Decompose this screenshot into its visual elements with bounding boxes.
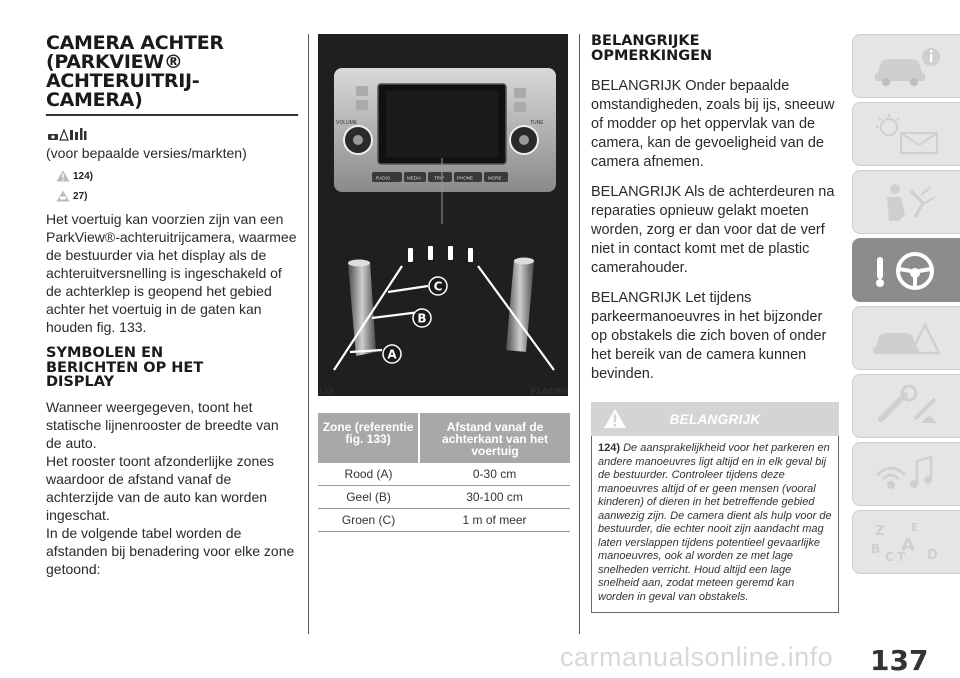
svg-text:B: B [871, 542, 881, 556]
column-left [46, 0, 298, 578]
breakdown-icon [871, 317, 943, 359]
svg-text:A: A [387, 347, 397, 362]
note-3: BELANGRIJK Let tijdens parkeermanoeuvres in het bijzonder op obstakels die zich boven of onder het bereik van de camera kunnen bevinden. [591, 290, 827, 382]
table-row: Geel (B) 30-100 cm [318, 486, 570, 509]
svg-text:A: A [901, 535, 915, 556]
trip-button-label: TRIP [434, 175, 445, 181]
tune-label: TUNE [530, 120, 544, 126]
tab-starting-driving[interactable] [852, 238, 960, 302]
marker-1 [408, 248, 413, 262]
section-title: SYMBOLEN EN BERICHTEN OP HET DISPLAY [46, 345, 204, 390]
warning-reference[interactable]: 124) [56, 168, 298, 184]
more-button-label: MORE [488, 175, 502, 181]
figure-caption [318, 386, 568, 396]
settings-button [514, 88, 526, 98]
column-divider-1 [308, 34, 309, 634]
section-paragraph-2: Het rooster toont afzonderlijke zones waardoor de afstand vanaf de achterzijde van de auto kan worden ingeschat. [46, 452, 275, 523]
marker-3 [448, 246, 453, 260]
marker-2 [428, 246, 433, 260]
table-header-zone: Zone (referentie fig. 133) [318, 413, 419, 463]
seat-airbag-icon [871, 181, 943, 223]
index-letters-icon [871, 521, 943, 563]
page-title: CAMERA ACHTER (PARKVIEW® ACHTERUITRIJ- CAMERA) [46, 32, 224, 111]
media-button-label: MEDIA [407, 175, 422, 181]
zone-badge-a [383, 345, 401, 363]
wrench-icon [871, 385, 943, 427]
radio-button-label: RADIO [376, 175, 391, 181]
svg-text:C: C [885, 550, 894, 563]
tab-index[interactable] [852, 510, 960, 574]
tab-warning-lights[interactable] [852, 102, 960, 166]
zone-badge-c [429, 277, 447, 295]
warning-title: BELANGRIJK [669, 411, 761, 427]
note-2: BELANGRIJK Als de achterdeuren na reparaties opnieuw gelakt moeten worden, zorg er dan voor dat de verf niet in contact komt met de plastic camerahouder. [591, 184, 835, 276]
steering-wheel-key-icon [871, 249, 943, 291]
warning-text: De aansprakelijkheid voor het parkeren en andere manoeuvres ligt altijd en in elk geval bij de bestuurder. Controleer tijdens deze manoeuvres altijd of er geen mensen (vooral kinderen) of dieren in het betreffende gebied aanwezig zijn. De camera dient als hulp voor de bestuurder, die echter nooit zijn aandacht mag laten verslappen tijdens potentieel gevaarlijke manoeuvres, ook al worden ze met lage snelheden verricht. Houd altijd een lage snelheid aan, zodat meteen geremd kan worden in geval van obstakels. [598, 442, 832, 603]
tab-safety[interactable] [852, 170, 960, 234]
table-header-distance: Afstand vanaf de achterkant van het voertuig [419, 413, 570, 463]
back-button [514, 102, 526, 112]
svg-text:C: C [433, 279, 443, 294]
tab-car-info[interactable] [852, 34, 960, 98]
availability-note: (voor bepaalde versies/markten) [46, 145, 247, 161]
volume-label: VOLUME [336, 120, 358, 126]
warning-box [591, 436, 839, 613]
table-row: Groen (C) 1 m of meer [318, 509, 570, 532]
distance-markers [408, 246, 473, 262]
note-1: BELANGRIJK Onder bepaalde omstandigheden, zoals bij ijs, sneeuw of modder op het oppervlak van de camera, kan de gevoeligheid van de camera afnemen. [591, 78, 835, 170]
zone-c-line [388, 286, 428, 292]
title-rule [46, 114, 298, 116]
svg-text:D: D [927, 548, 938, 563]
notes-title: BELANGRIJKE OPMERKINGEN [591, 33, 713, 64]
eject-button [356, 86, 368, 96]
tab-maintenance[interactable] [852, 374, 960, 438]
table-header-row [318, 413, 570, 463]
tab-emergency[interactable] [852, 306, 960, 370]
phone-button-label: PHONE [457, 175, 474, 181]
warning-triangle-icon [56, 170, 70, 182]
warning-triangle-icon [603, 408, 627, 429]
warning-lights-icon [871, 113, 943, 155]
svg-text:E: E [911, 521, 919, 534]
section-paragraph-1: Wanneer weergegeven, toont het statische lijnenrooster de breedte van de auto. [46, 398, 279, 451]
section-paragraph-3: In de volgende tabel worden de afstanden bij benadering voor elke zone getoond: [46, 524, 295, 577]
volume-knob [344, 126, 372, 154]
intro-paragraph: Het voertuig kan voorzien zijn van een ParkView®-achteruitrijcamera, waarmee de bestuurder via het display als de achteruitversnelling is ingeschakeld of de achterklep is geopend het gebied achter het voertuig in de gaten kan houden fig. 133. [46, 211, 297, 335]
figure-133 [318, 34, 568, 396]
caution-car-icon [56, 190, 70, 202]
multimedia-icon [871, 453, 943, 495]
column-divider-2 [579, 34, 580, 634]
warning-ref: 124) [598, 442, 621, 454]
zone-a-line [350, 350, 382, 352]
camera-versions-icon [46, 126, 298, 144]
menu-button [356, 100, 368, 110]
svg-text:Z: Z [875, 524, 885, 539]
figure-number: 133 [318, 386, 334, 396]
page-number: 137 [870, 644, 929, 677]
distance-table [318, 413, 570, 532]
tab-multimedia[interactable] [852, 442, 960, 506]
svg-text:T: T [897, 550, 906, 563]
watermark: carmanualsonline.info [560, 642, 834, 672]
caution-reference[interactable]: 27) [56, 188, 298, 204]
car-info-icon [871, 45, 943, 87]
marker-4 [468, 248, 473, 262]
chapter-tabs [852, 34, 960, 578]
column-right [591, 0, 839, 613]
warning-header [591, 402, 839, 436]
zone-badge-b [413, 309, 431, 327]
svg-text:B: B [417, 311, 427, 326]
table-row: Rood (A) 0-30 cm [318, 463, 570, 486]
figure-code: F1A0360 [530, 386, 568, 396]
tune-knob [510, 126, 538, 154]
